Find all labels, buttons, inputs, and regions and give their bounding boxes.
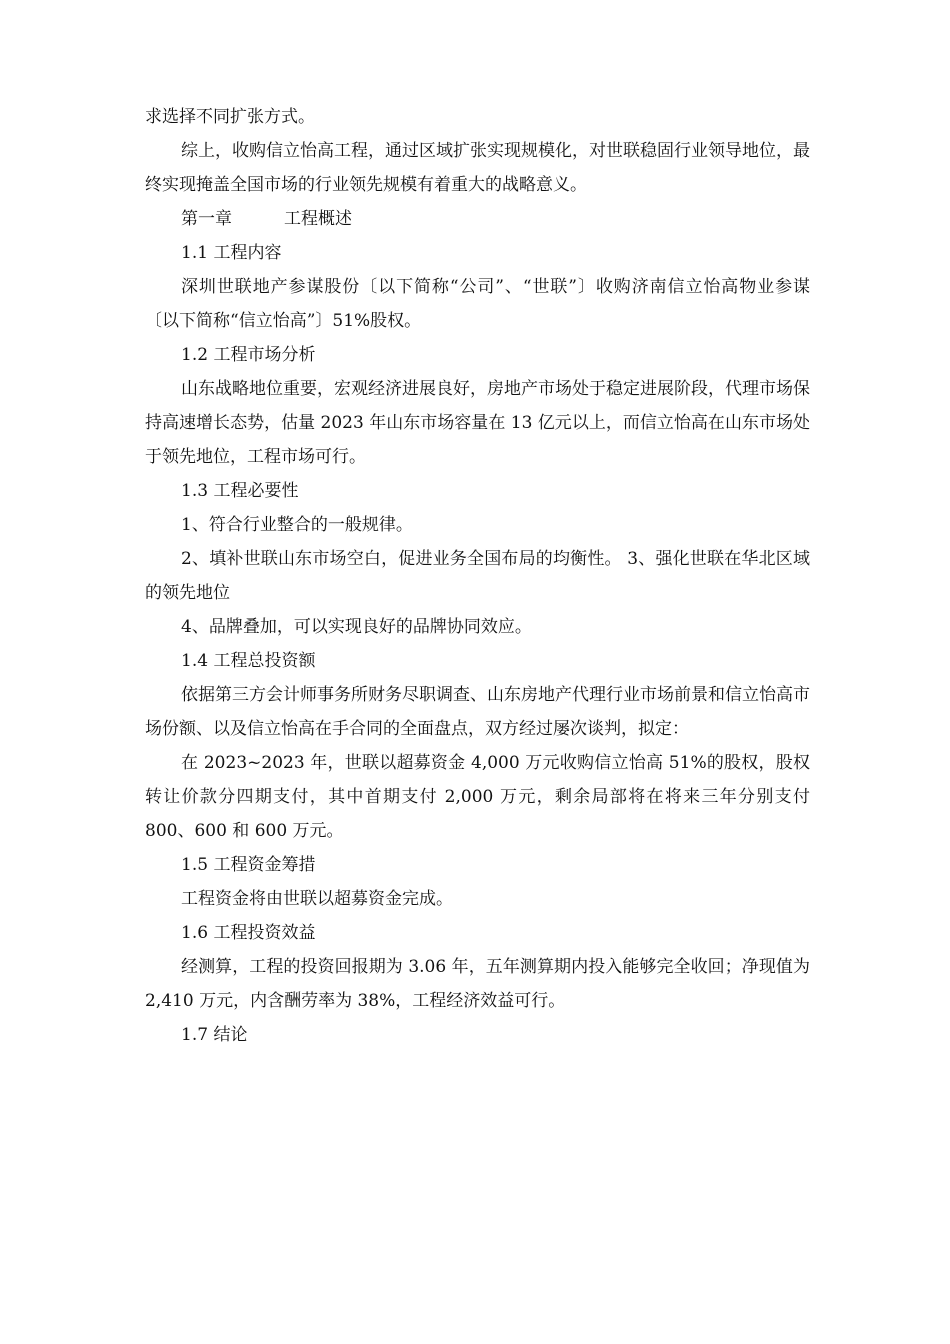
document-page [145, 100, 816, 1052]
paragraph-1-2: 山东战略地位重要，宏观经济进展良好，房地产市场处于稳定进展阶段，代理市场保持高速增长态势，估量 2023 年山东市场容量在 13 亿元以上，而信立怡高在山东市场处于领先地位，工程市场可行。 [145, 379, 810, 467]
chapter-label: 第一章 [181, 209, 232, 229]
section-heading-1-3: 1.3 工程必要性 [181, 481, 299, 501]
paragraph-1-6: 经测算，工程的投资回报期为 3.06 年，五年测算期内投入能够完全收回；净现值为 2,410 万元，内含酬劳率为 38%，工程经济效益可行。 [145, 957, 816, 1011]
paragraph-summary: 综上，收购信立怡高工程，通过区域扩张实现规模化，对世联稳固行业领导地位，最终实现掩盖全国市场的行业领先规模有着重大的战略意义。 [145, 141, 810, 195]
section-heading-1-5: 1.5 工程资金筹措 [181, 855, 316, 875]
paragraph-1-3-b: 2、填补世联山东市场空白，促进业务全国布局的均衡性。 3、强化世联在华北区域的领先地位 [145, 549, 810, 603]
section-heading-1-2: 1.2 工程市场分析 [181, 345, 316, 365]
paragraph-1-1: 深圳世联地产参谋股份〔以下简称“公司”、“世联”〕收购济南信立怡高物业参谋〔以下简称“信立怡高”〕51%股权。 [145, 277, 810, 331]
paragraph-1-5: 工程资金将由世联以超募资金完成。 [181, 889, 453, 909]
section-heading-1-6: 1.6 工程投资效益 [181, 923, 316, 943]
paragraph-1-4-b: 在 2023~2023 年，世联以超募资金 4,000 万元收购信立怡高 51%的股权，股权转让价款分四期支付，其中首期支付 2,000 万元，剩余局部将在将来三年分别支付 800、600 和 600 万元。 [145, 753, 816, 841]
chapter-heading [145, 202, 810, 236]
paragraph-1-3-c: 4、品牌叠加，可以实现良好的品牌协同效应。 [181, 617, 532, 637]
section-heading-1-1: 1.1 工程内容 [181, 243, 282, 263]
section-heading-1-4: 1.4 工程总投资额 [181, 651, 316, 671]
paragraph-1-3-a: 1、符合行业整合的一般规律。 [181, 515, 413, 535]
section-heading-1-7: 1.7 结论 [181, 1025, 248, 1045]
chapter-title: 工程概述 [284, 209, 352, 229]
paragraph-1-4-a: 依据第三方会计师事务所财务尽职调查、山东房地产代理行业市场前景和信立怡高市场份额、以及信立怡高在手合同的全面盘点，双方经过屡次谈判，拟定： [145, 685, 810, 739]
paragraph-continuation: 求选择不同扩张方式。 [145, 107, 315, 127]
